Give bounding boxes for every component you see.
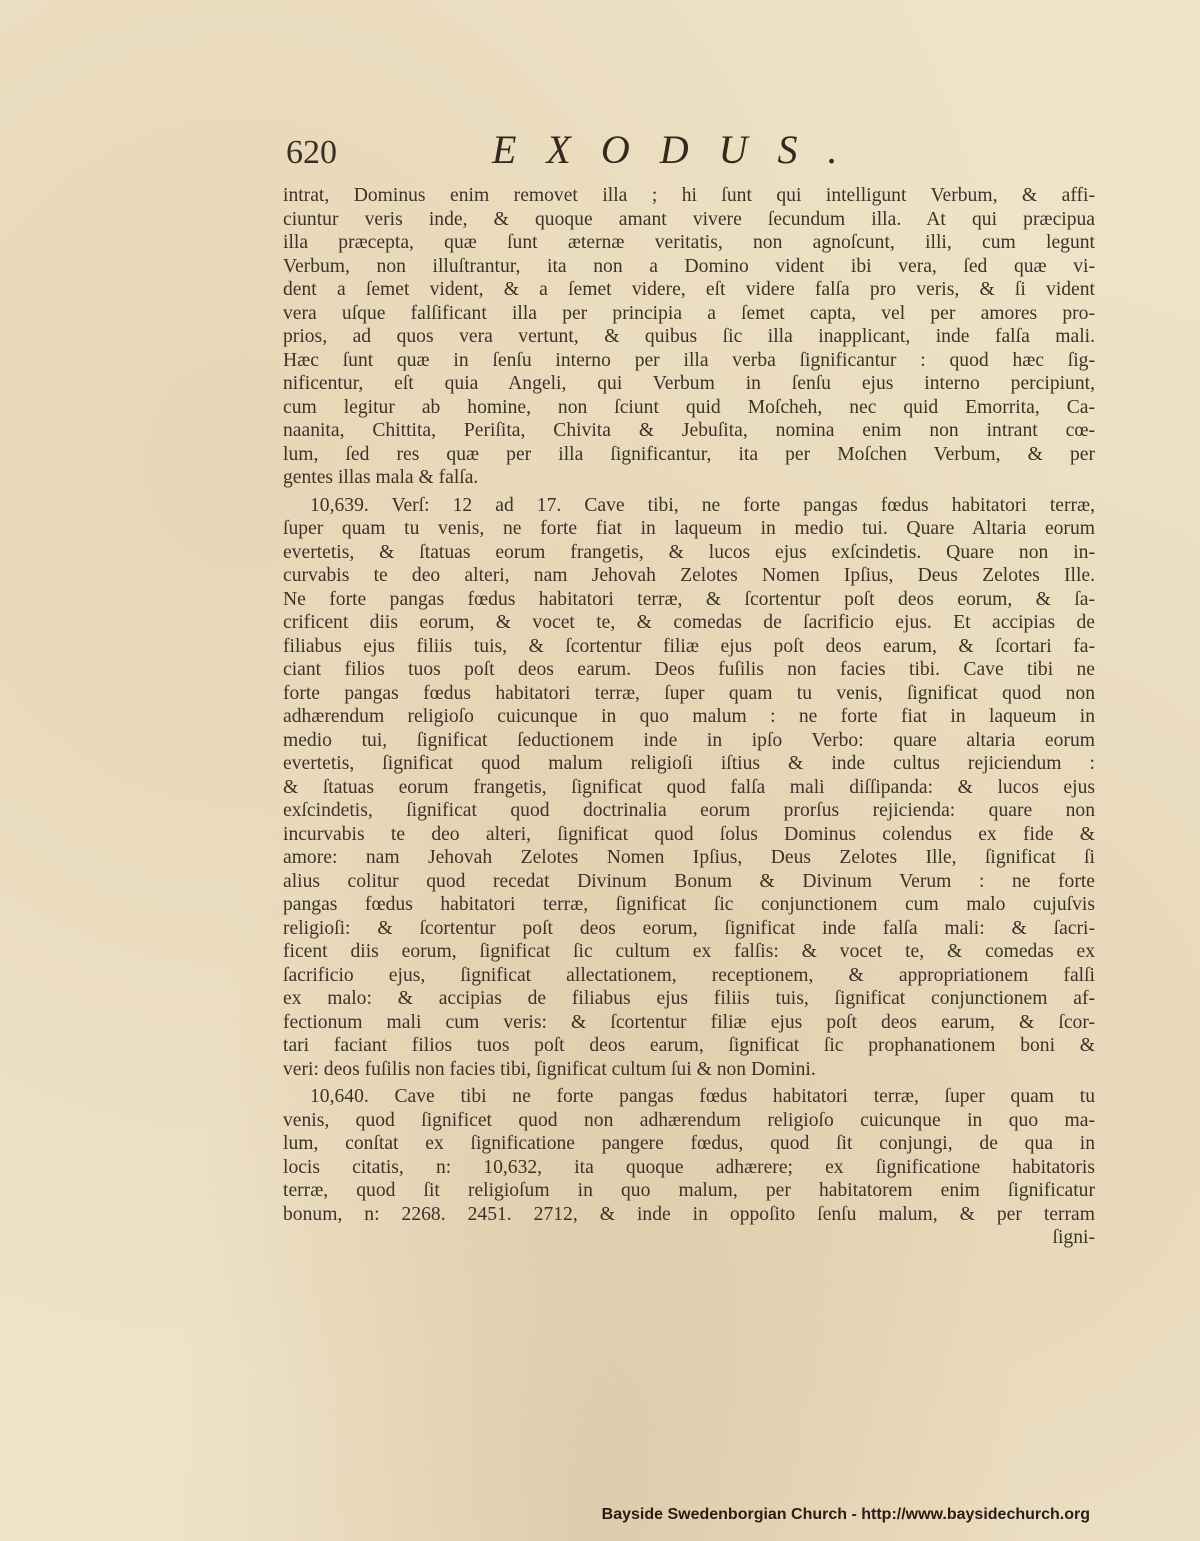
text-line: pangas fœdus habitatori terræ, ſignificat ſic conjunctionem cum malo cujuſvis [283, 894, 1095, 915]
text-line: gentes illas mala & falſa. [283, 467, 479, 488]
running-title: EXODUS. [492, 127, 868, 172]
text-line-italic: crificent diis eorum, & vocet te, & comedas de ſacrificio ejus. Et accipias de [283, 612, 1095, 633]
text-line: illa præcepta, quæ ſunt æternæ veritatis, non agnoſcunt, illi, cum legunt [283, 232, 1095, 253]
text-line: Hæc ſunt quæ in ſenſu interno per illa verba ſignificantur : quod hæc ſig- [283, 349, 1095, 371]
text-line: ſacrificio ejus, ſignificat allectationem, receptionem, & appropriationem falſi [283, 964, 1095, 986]
text-line: ciant filios tuos poſt deos earum. Deos fuſilis non facies tibi. Cave tibi ne [283, 659, 1095, 680]
text-line: ficent diis eorum, ſignificat ſic cultum ex falſis: & vocet te, & comedas ex [283, 941, 1095, 962]
text-line: dent a ſemet vident, & a ſemet videre, eſt videre falſa pro veris, & ſi vident [283, 279, 1095, 300]
text-line-italic: ſuper quam tu venis, ne forte fiat in laqueum in medio tui. Quare Altaria eorum [283, 518, 1095, 539]
text-line: evertetis, ſignificat quod malum religioſi iſtius & inde cultus rejiciendum : [283, 753, 1095, 774]
text-line: alius colitur quod recedat Divinum Bonum & Divinum Verum : ne forte [283, 870, 1095, 892]
text-line: religioſi: & ſcortentur poſt deos eorum, ſignificat inde falſa mali: & ſacri- [283, 917, 1095, 939]
text-line-italic: Ne forte pangas fœdus habitatori terræ, & ſcortentur poſt deos eorum, & ſa- [283, 588, 1095, 610]
text-line-paragraph-start: 10,639. Verſ: 12 ad 17. Cave tibi, ne forte pangas fœdus habitatori terræ, [310, 494, 1095, 516]
text-line: intrat, Dominus enim removet illa ; hi ſunt qui intelligunt Verbum, & affi- [283, 185, 1095, 206]
text-line-paragraph-start: 10,640. Cave tibi ne forte pangas fœdus habitatori terræ, ſuper quam tu [310, 1086, 1095, 1107]
footer-credit: Bayside Swedenborgian Church - http://www.baysidechurch.org [601, 1506, 1090, 1523]
text-line: ex malo: & accipias de filiabus ejus filiis tuis, ſignificat conjunctionem af- [283, 988, 1095, 1009]
text-line: ciuntur veris inde, & quoque amant vivere ſecundum illa. At qui præcipua [283, 208, 1095, 230]
text-line: naanita, Chittita, Periſita, Chivita & Jebuſita, nomina enim non intrant cœ- [283, 420, 1095, 441]
page-number: 620 [286, 134, 337, 171]
text-line: locis citatis, n: 10,632, ita quoque adhærere; ex ſignificatione habitatoris [283, 1156, 1095, 1178]
text-line: vera uſque falſificant illa per principia a ſemet capta, vel per amores pro- [283, 302, 1095, 324]
text-line: forte pangas fœdus habitatori terræ, ſuper quam tu venis, ſignificat quod non [283, 682, 1095, 704]
text-line: amore: nam Jehovah Zelotes Nomen Ipſius, Deus Zelotes Ille, ſignificat ſi [283, 847, 1095, 868]
text-line: venis, quod ſignificet quod non adhærendum religioſo cuicunque in quo ma- [283, 1109, 1095, 1131]
text-line: & ſtatuas eorum frangetis, ſignificat quod falſa mali diſſipanda: & lucos ejus [283, 776, 1095, 798]
text-line: fectionum mali cum veris: & ſcortentur filiæ ejus poſt deos earum, & ſcor- [283, 1011, 1095, 1033]
text-line-italic: curvabis te deo alteri, nam Jehovah Zelotes Nomen Ipſius, Deus Zelotes Ille. [283, 565, 1095, 586]
text-line: lum, conſtat ex ſignificatione pangere fœdus, quod ſit conjungi, de qua in [283, 1133, 1095, 1154]
text-line: lum, ſed res quæ per illa ſignificantur, ita per Moſchen Verbum, & per [283, 443, 1095, 465]
text-line: terræ, quod ſit religioſum in quo malum, per habitatorem enim ſignificatur [283, 1180, 1095, 1201]
text-line: veri: deos fuſilis non facies tibi, ſignificat cultum ſui & non Domini. [283, 1058, 816, 1080]
text-line-italic: filiabus ejus filiis tuis, & ſcortentur filiæ ejus poſt deos earum, & ſcortari fa- [283, 635, 1095, 657]
text-line: bonum, n: 2268. 2451. 2712, & inde in oppoſito ſenſu malum, & per terram [283, 1203, 1095, 1225]
text-line: adhærendum religioſo cuicunque in quo malum : ne forte fiat in laqueum in [283, 706, 1095, 727]
page-header [286, 122, 1092, 182]
body-text [283, 184, 1095, 1250]
text-line-italic: evertetis, & ſtatuas eorum frangetis, & lucos ejus exſcindetis. Quare non in- [283, 541, 1095, 563]
text-line: tari faciant filios tuos poſt deos earum, ſignificat ſic prophanationem boni & [283, 1035, 1095, 1056]
catchword: ſigni- [1052, 1227, 1095, 1248]
text-line: nificentur, eſt quia Angeli, qui Verbum in ſenſu ejus interno percipiunt, [283, 373, 1095, 394]
text-line: cum legitur ab homine, non ſciunt quid Moſcheh, nec quid Emorrita, Ca- [283, 396, 1095, 418]
text-line: prios, ad quos vera vertunt, & quibus ſic illa inapplicant, inde falſa mali. [283, 326, 1095, 347]
text-line: medio tui, ſignificat ſeductionem inde in ipſo Verbo: quare altaria eorum [283, 729, 1095, 751]
text-line: Verbum, non illuſtrantur, ita non a Domino vident ibi vera, ſed quæ vi- [283, 255, 1095, 277]
text-line: exſcindetis, ſignificat quod doctrinalia eorum prorſus rejicienda: quare non [283, 800, 1095, 821]
text-line: incurvabis te deo alteri, ſignificat quod ſolus Dominus colendus ex fide & [283, 823, 1095, 845]
